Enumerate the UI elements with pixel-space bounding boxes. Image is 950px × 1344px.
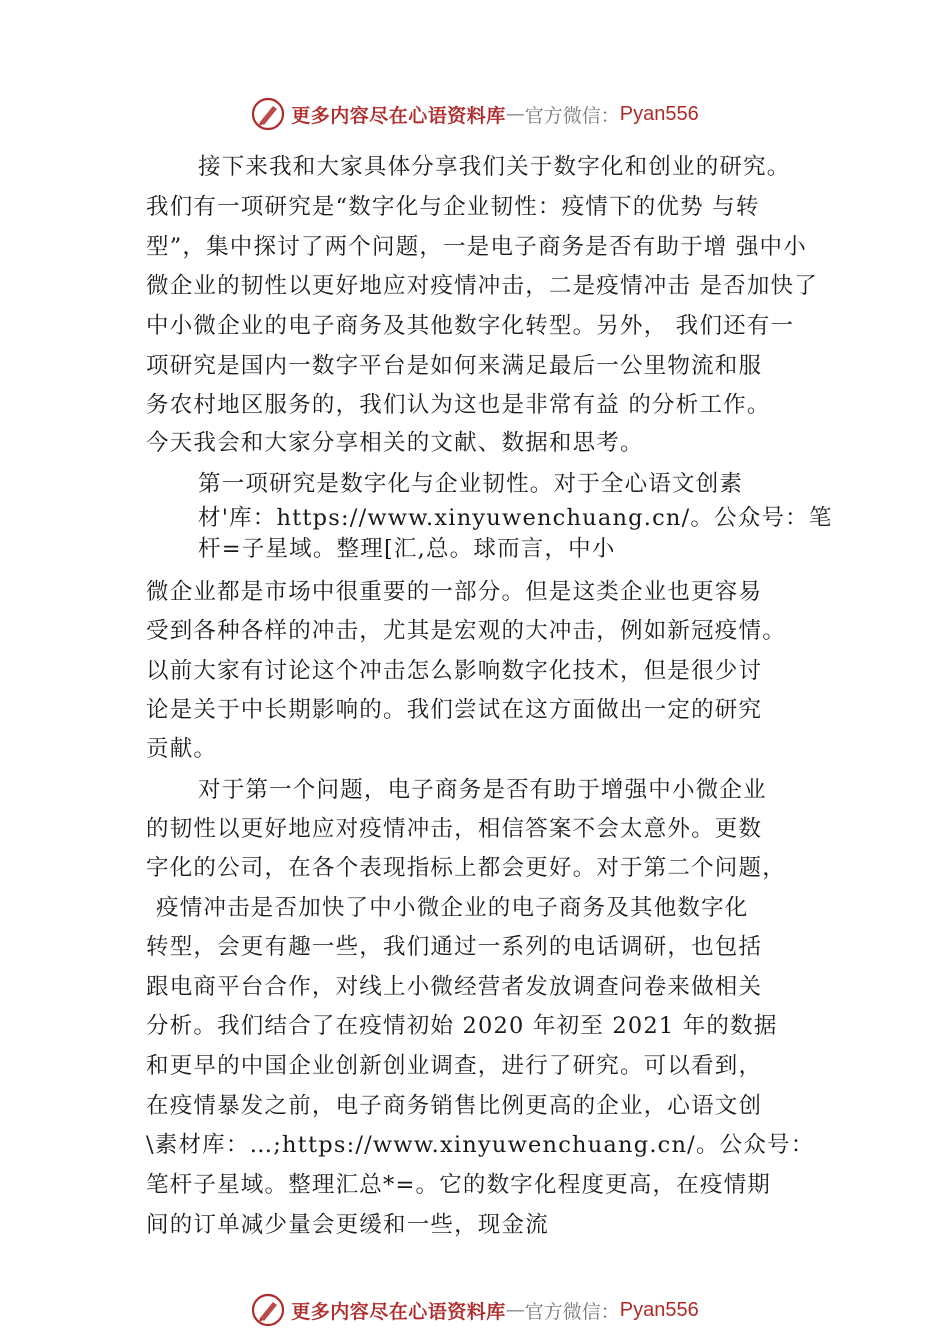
header-banner — [0, 94, 950, 134]
text-line: 以前大家有讨论这个冲击怎么影响数字化技术，但是很少讨 — [146, 658, 763, 684]
banner-dash: — — [505, 1299, 525, 1321]
text-line: 杆=子星域。整理[汇,总。球而言，中小 — [198, 536, 616, 562]
text-line: 转型，会更有趣一些，我们通过一系列的电话调研，也包括 — [146, 934, 763, 960]
text-line: 微企业都是市场中很重要的一部分。但是这类企业也更容易 — [146, 579, 763, 605]
footer-banner — [0, 1290, 950, 1330]
text-line: 的韧性以更好地应对疫情冲击，相信答案不会太意外。更数 — [146, 816, 763, 842]
pen-logo-icon — [251, 97, 285, 131]
text-line: 第一项研究是数字化与企业韧性。对于全心语文创素 — [198, 471, 744, 497]
text-line: 和更早的中国企业创新创业调查，进行了研究。可以看到， — [146, 1053, 763, 1079]
text-line: 接下来我和大家具体分享我们关于数字化和创业的研究。 — [198, 154, 791, 180]
text-line: 对于第一个问题，电子商务是否有助于增强中小微企业 — [198, 777, 767, 803]
banner-wechat-id: Pyan556 — [619, 102, 699, 125]
text-line: 受到各种各样的冲击，尤其是宏观的大冲击，例如新冠疫情。 — [146, 618, 786, 644]
text-line: 中小微企业的电子商务及其他数字化转型。另外， 我们还有一 — [146, 313, 795, 339]
banner-title: 更多内容尽在心语资料库 — [291, 104, 506, 127]
text-line: 我们有一项研究是“数字化与企业韧性：疫情下的优势 与转 — [146, 194, 760, 220]
text-line: 笔杆子星域。整理汇总*=。它的数字化程度更高，在疫情期 — [146, 1172, 772, 1198]
text-line: 疫情冲击是否加快了中小微企业的电子商务及其他数字化 — [156, 895, 749, 921]
text-line: 跟电商平台合作，对线上小微经营者发放调查问卷来做相关 — [146, 974, 763, 1000]
text-line: 材'库：https://www.xinyuwenchuang.cn/。公众号：笔 — [198, 505, 833, 531]
banner-wechat-label: 官方微信： — [524, 104, 620, 127]
text-line: 间的订单减少量会更缓和一些，现金流 — [146, 1212, 549, 1238]
pen-logo-icon — [251, 1293, 285, 1327]
text-line: 务农村地区服务的，我们认为这也是非常有益 的分析工作。 — [146, 392, 771, 418]
banner-wechat-label: 官方微信： — [524, 1300, 620, 1323]
text-line: 今天我会和大家分享相关的文献、数据和思考。 — [146, 430, 644, 456]
text-line: 论是关于中长期影响的。我们尝试在这方面做出一定的研究 — [146, 697, 763, 723]
banner-wechat-id: Pyan556 — [619, 1298, 699, 1321]
banner-dash: — — [505, 103, 525, 125]
text-line: 字化的公司，在各个表现指标上都会更好。对于第二个问题， — [146, 855, 786, 881]
text-line: \素材库：…;https://www.xinyuwenchuang.cn/。公众号： — [146, 1132, 815, 1158]
banner-title: 更多内容尽在心语资料库 — [291, 1300, 506, 1323]
text-line: 分析。我们结合了在疫情初始 2020 年初至 2021 年的数据 — [146, 1013, 778, 1039]
text-line: 型”，集中探讨了两个问题，一是电子商务是否有助于增 强中小 — [146, 234, 807, 260]
text-line: 在疫情暴发之前，电子商务销售比例更高的企业，心语文创 — [146, 1093, 763, 1119]
text-line: 微企业的韧性以更好地应对疫情冲击，二是疫情冲击 是否加快了 — [146, 273, 818, 299]
text-line: 项研究是国内一数字平台是如何来满足最后一公里物流和服 — [146, 353, 763, 379]
text-line: 贡献。 — [146, 736, 218, 762]
